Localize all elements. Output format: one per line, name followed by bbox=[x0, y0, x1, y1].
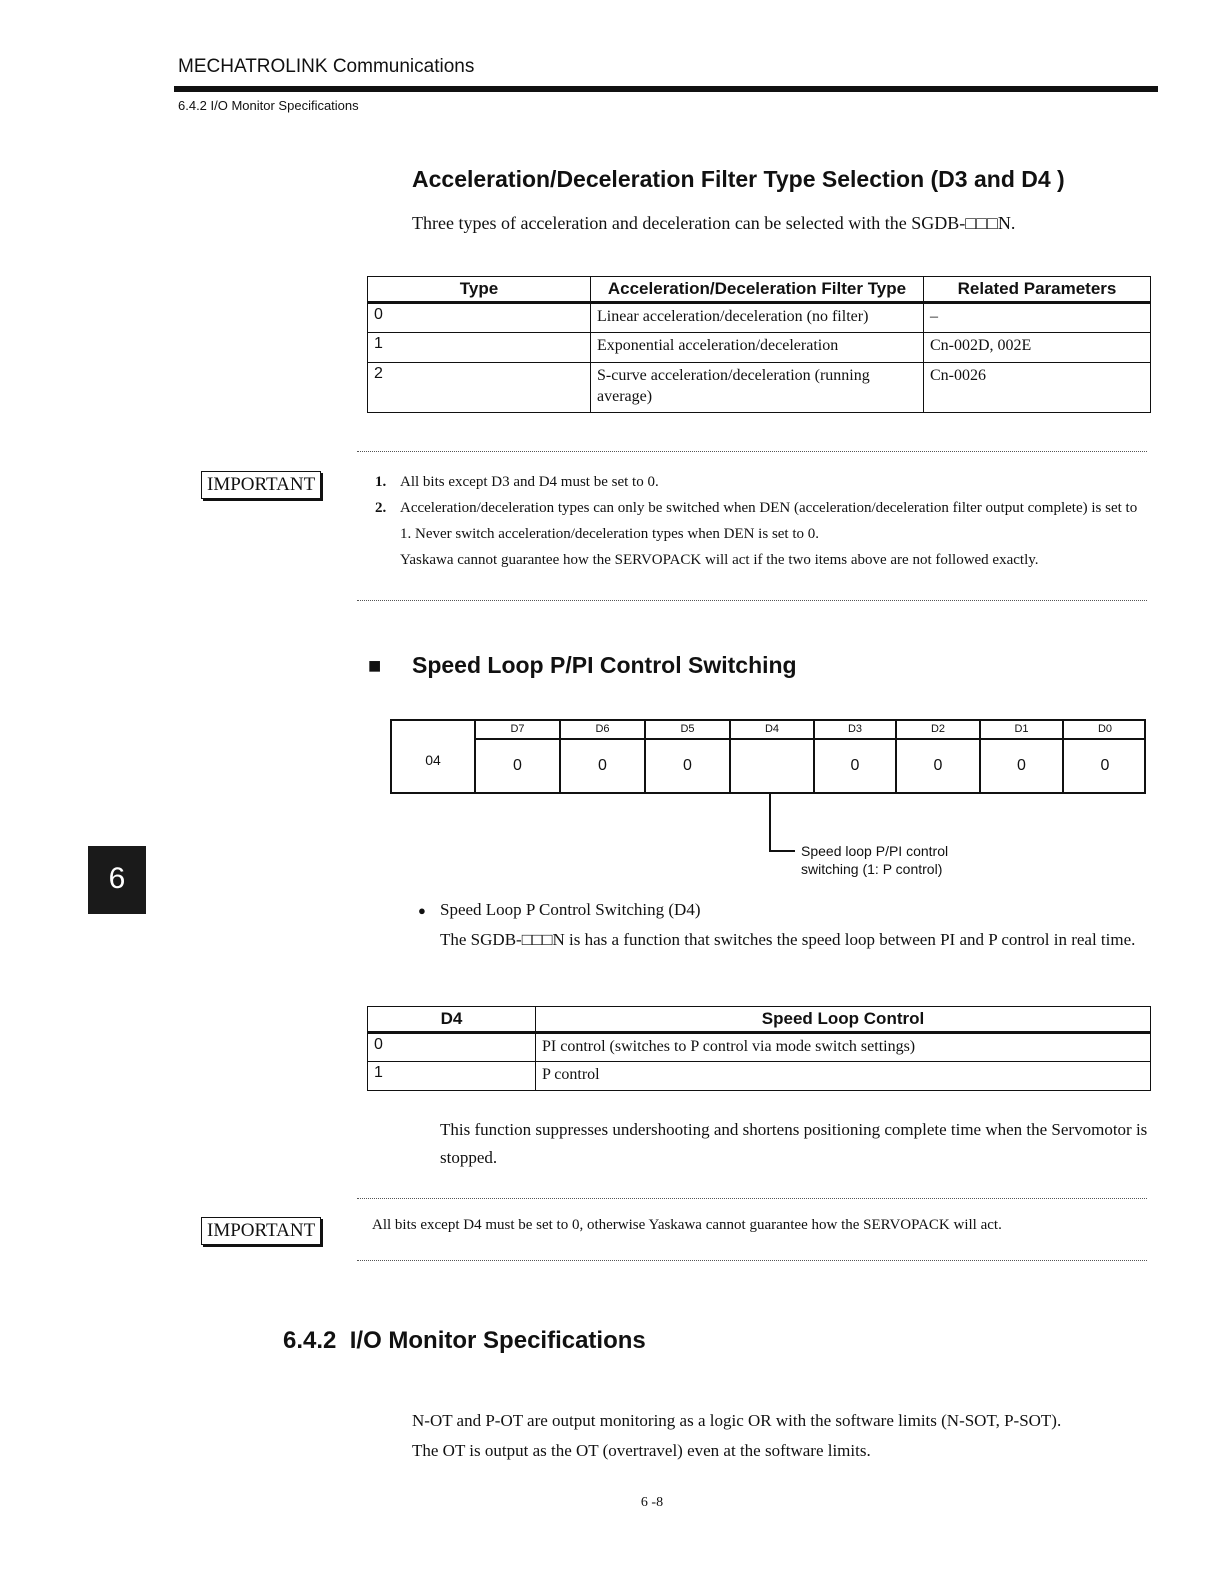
table-row bbox=[368, 363, 1151, 413]
section-number: 6.4.2 bbox=[283, 1327, 337, 1354]
table-header: Type bbox=[368, 277, 591, 303]
list-number: 1. bbox=[375, 474, 387, 490]
table-cell: PI control (switches to P control via mode switch settings) bbox=[536, 1033, 1151, 1062]
accel-section-title: Acceleration/Deceleration Filter Type Selection (D3 and D4 ) bbox=[412, 166, 1065, 192]
bit-label: D2 bbox=[930, 723, 946, 735]
important-text: All bits except D4 must be set to 0, otherwise Yaskawa cannot guarantee how the SERVOPACK will act. bbox=[372, 1217, 1002, 1233]
running-header-title: MECHATROLINK Communications bbox=[178, 56, 475, 77]
list-item bbox=[375, 469, 1145, 495]
item-title: Speed Loop P Control Switching (D4) bbox=[440, 900, 701, 919]
table-cell: 2 bbox=[368, 363, 591, 413]
accel-filter-table bbox=[367, 276, 1151, 413]
table-header: Related Parameters bbox=[924, 277, 1151, 303]
io-paragraph bbox=[412, 1406, 1154, 1466]
bit-value: 0 bbox=[513, 757, 522, 774]
table-header-row bbox=[368, 1007, 1151, 1033]
chapter-tab: 6 bbox=[88, 846, 146, 914]
table-row bbox=[368, 303, 1151, 333]
paragraph-line: N-OT and P-OT are output monitoring as a logic OR with the software limits (N-SOT, P-SOT). bbox=[412, 1411, 1062, 1430]
section-heading bbox=[283, 1327, 646, 1355]
callout-leader-horizontal bbox=[769, 850, 795, 852]
list-number: 2. bbox=[375, 500, 387, 516]
callout-text bbox=[801, 842, 948, 878]
bullet-icon: ● bbox=[418, 903, 426, 918]
table-cell: Cn-002D, 002E bbox=[924, 333, 1151, 363]
table-row bbox=[368, 1033, 1151, 1062]
list-text: All bits except D3 and D4 must be set to 0. bbox=[400, 474, 659, 490]
table-header-row bbox=[368, 277, 1151, 303]
header-rule bbox=[174, 86, 1158, 92]
bit-value: 0 bbox=[683, 757, 692, 774]
bit-label-rule bbox=[474, 738, 1146, 740]
list-text: Acceleration/deceleration types can only be switched when DEN (acceleration/deceleration filter output complete) is set to 1. Never switch acceleration/deceleration types when DEN is set to 0. bbox=[400, 500, 1138, 542]
table-cell: S-curve acceleration/deceleration (running average) bbox=[591, 363, 924, 413]
table-cell: 1 bbox=[368, 1062, 536, 1091]
divider bbox=[357, 451, 1147, 452]
important-note: Yaskawa cannot guarantee how the SERVOPACK will act if the two items above are not followed exactly. bbox=[400, 552, 1039, 568]
bit-value: 0 bbox=[1017, 757, 1026, 774]
bit-value: 0 bbox=[1100, 757, 1110, 774]
paragraph-line: The OT is output as the OT (overtravel) even at the software limits. bbox=[412, 1441, 871, 1460]
speed-section-title: Speed Loop P/PI Control Switching bbox=[412, 652, 797, 678]
table-cell: 0 bbox=[368, 303, 591, 333]
page-number: 6 -8 bbox=[640, 1495, 664, 1510]
callout-line: switching (1: P control) bbox=[801, 861, 943, 877]
bit-value: 0 bbox=[850, 757, 860, 774]
table-cell: P control bbox=[536, 1062, 1151, 1091]
table-row bbox=[368, 1062, 1151, 1091]
table-cell: Exponential acceleration/deceleration bbox=[591, 333, 924, 363]
table-cell: 1 bbox=[368, 333, 591, 363]
bit-label: D1 bbox=[1014, 723, 1029, 735]
bit-label: D5 bbox=[680, 723, 695, 735]
bit-value: 0 bbox=[933, 757, 943, 774]
important-list bbox=[375, 469, 1145, 573]
callout-line: Speed loop P/PI control bbox=[801, 843, 949, 859]
function-description: This function suppresses undershooting and shortens positioning complete time when the Servomotor is stopped. bbox=[440, 1120, 1148, 1167]
list-item bbox=[375, 495, 1145, 547]
bit-label: D3 bbox=[847, 723, 863, 735]
speed-loop-table bbox=[367, 1006, 1151, 1091]
bit-label: D6 bbox=[595, 723, 610, 735]
bit-label: D0 bbox=[1097, 723, 1113, 735]
table-header: Speed Loop Control bbox=[536, 1007, 1151, 1033]
running-header-subsection: 6.4.2 I/O Monitor Specifications bbox=[178, 98, 359, 113]
bit-value: 0 bbox=[598, 757, 607, 774]
divider bbox=[357, 600, 1147, 601]
bit-label: D4 bbox=[764, 723, 780, 735]
important-label: IMPORTANT bbox=[201, 1217, 321, 1245]
callout-leader-vertical bbox=[769, 794, 771, 852]
register-address: 04 bbox=[425, 752, 441, 768]
important-label: IMPORTANT bbox=[201, 471, 321, 499]
section-bullet-icon: ■ bbox=[368, 653, 382, 678]
divider bbox=[357, 1260, 1147, 1261]
accel-section-intro: Three types of acceleration and deceleration can be selected with the SGDB-□□□N. bbox=[412, 213, 1016, 233]
table-cell: Cn-0026 bbox=[924, 363, 1151, 413]
table-header: D4 bbox=[368, 1007, 536, 1033]
bit-label: D7 bbox=[510, 723, 525, 735]
table-row bbox=[368, 333, 1151, 363]
section-title: I/O Monitor Specifications bbox=[349, 1327, 646, 1354]
table-cell: Linear acceleration/deceleration (no filter) bbox=[591, 303, 924, 333]
table-header: Acceleration/Deceleration Filter Type bbox=[591, 277, 924, 303]
divider bbox=[357, 1198, 1147, 1199]
item-body: The SGDB-□□□N is has a function that switches the speed loop between PI and P control in real time. bbox=[440, 930, 1136, 949]
table-cell: 0 bbox=[368, 1033, 536, 1062]
table-cell: – bbox=[924, 303, 1151, 333]
